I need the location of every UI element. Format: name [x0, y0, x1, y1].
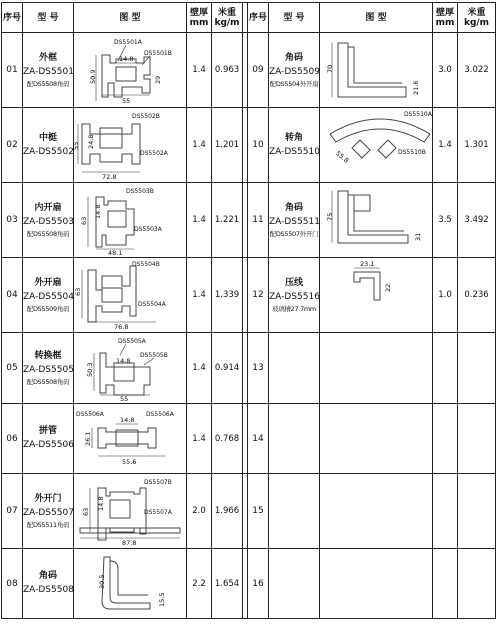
profile-code: ZA-DS5510 [269, 146, 320, 157]
figure-cell [74, 108, 187, 183]
dim-label: 26.1 [84, 431, 92, 446]
dim-label: 15.5 [158, 592, 166, 607]
row-number: 10 [248, 108, 269, 183]
meter-weight: 0.914 [212, 333, 243, 404]
figure-cell [320, 474, 433, 549]
wall-thickness: 3.0 [433, 33, 458, 108]
part-code-label: DS5503B [126, 188, 154, 195]
table-row [2, 33, 496, 108]
profile-note: 配DS5508角码 [26, 229, 70, 238]
meter-weight: 0.768 [212, 404, 243, 474]
row-number: 11 [248, 183, 269, 258]
model-cell [23, 333, 74, 404]
profile-name: 拼管 [38, 426, 57, 436]
figure-cell [320, 258, 433, 333]
table-row [2, 333, 496, 404]
profile-drawing-5511 [320, 185, 433, 255]
model-cell [269, 258, 320, 333]
profile-drawing-5501 [74, 35, 187, 105]
dim-label: 22 [384, 283, 392, 292]
profile-drawing-5504 [74, 260, 187, 330]
wall-thickness [433, 333, 458, 404]
model-cell [23, 183, 74, 258]
meter-weight: 3.022 [458, 33, 496, 108]
meter-weight [458, 474, 496, 549]
meter-weight: 1.201 [212, 108, 243, 183]
wall-thickness [433, 404, 458, 474]
figure-cell [320, 549, 433, 619]
profile-note: 玻璃槽27.7mm [272, 304, 316, 313]
meter-weight: 1.301 [458, 108, 496, 183]
row-number: 07 [2, 474, 23, 549]
profile-drawing-5506 [74, 406, 187, 472]
model-cell [269, 549, 320, 619]
profile-name: 外开扇 [34, 277, 62, 288]
wall-thickness [433, 549, 458, 619]
profile-drawing-5508 [74, 551, 187, 617]
profile-code: ZA-DS5508 [23, 585, 74, 595]
dim-label: 50.3 [86, 362, 94, 377]
profile-note: 配DS5507外开门 [269, 229, 319, 238]
dim-label: 23.1 [360, 260, 375, 268]
header-no: 序号 [2, 3, 23, 33]
profile-drawing-5502 [74, 110, 187, 180]
header-model-right: 型 号 [269, 3, 320, 33]
figure-cell [320, 108, 433, 183]
wall-thickness: 1.4 [187, 333, 212, 404]
row-number: 09 [248, 33, 269, 108]
table-row [2, 549, 496, 619]
wall-thickness: 1.4 [433, 108, 458, 183]
model-cell [23, 108, 74, 183]
figure-cell [74, 33, 187, 108]
part-code-label: DS5502B [132, 113, 160, 120]
wall-thickness: 1.4 [187, 108, 212, 183]
profile-name: 中梃 [38, 132, 57, 143]
profile-note: 配DS5504外开扇 [269, 79, 319, 88]
header-weight-text: 米重 kg/m [214, 7, 240, 28]
profile-code: ZA-DS5509 [269, 66, 320, 77]
dim-label: 76.8 [114, 323, 129, 331]
dim-label: 75 [326, 212, 334, 221]
part-code-label: DS5502A [140, 150, 168, 157]
row-number: 02 [2, 108, 23, 183]
profile-name: 压线 [284, 277, 303, 288]
header-weight-right [458, 3, 496, 33]
profile-code: ZA-DS5504 [23, 291, 74, 302]
part-code-label: DS5501A [114, 39, 142, 46]
figure-cell [74, 333, 187, 404]
dim-label: 24.8 [87, 134, 95, 149]
row-number: 01 [2, 33, 23, 108]
wall-thickness: 2.0 [187, 474, 212, 549]
profile-name: 转换框 [34, 350, 62, 361]
dim-label: 63 [74, 287, 82, 296]
row-number: 05 [2, 333, 23, 404]
dim-label: 30.5 [98, 574, 106, 589]
model-cell [269, 333, 320, 404]
part-code-label: DS5507B [144, 479, 172, 486]
dim-label: 14.8 [119, 55, 134, 63]
profile-name: 外开门 [34, 493, 62, 504]
dim-label: 87.8 [122, 539, 137, 547]
part-code-label: DS5510B [398, 149, 426, 156]
table-row [2, 108, 496, 183]
profile-note: 配DS5509角码 [26, 304, 70, 313]
header-weight [212, 3, 243, 33]
header-model: 型 号 [23, 3, 74, 33]
profile-name: 角码 [38, 571, 57, 581]
part-code-label: DS5504B [132, 261, 160, 268]
header-figure-right: 图 型 [320, 3, 433, 33]
dim-label: 55 [120, 395, 129, 403]
row-number: 06 [2, 404, 23, 474]
meter-weight [458, 549, 496, 619]
row-number: 14 [248, 404, 269, 474]
part-code-label: DS5505A [118, 338, 146, 345]
model-cell [269, 183, 320, 258]
model-cell [269, 474, 320, 549]
row-number: 16 [248, 549, 269, 619]
wall-thickness: 1.4 [187, 258, 212, 333]
dim-label: 31 [414, 232, 422, 241]
meter-weight [458, 333, 496, 404]
profile-drawing-5509 [320, 35, 433, 105]
row-number: 15 [248, 474, 269, 549]
part-code-label: DS5503A [134, 226, 162, 233]
dim-label: 63 [80, 216, 88, 225]
dim-label: 72.8 [102, 173, 117, 181]
table-row [2, 258, 496, 333]
model-cell [23, 33, 74, 108]
profile-code: ZA-DS5501 [23, 66, 74, 77]
profile-name: 内开扇 [34, 202, 62, 213]
profile-note: 配DS5508角码 [26, 79, 70, 88]
header-thickness [187, 3, 212, 33]
wall-thickness: 1.4 [187, 33, 212, 108]
table-row [2, 183, 496, 258]
header-thickness-text-right: 壁厚 mm [435, 7, 455, 28]
profile-code: ZA-DS5502 [23, 146, 74, 157]
profile-drawing-5503 [74, 185, 187, 255]
profile-code: ZA-DS5511 [269, 216, 320, 227]
dim-label: 55 [122, 97, 131, 105]
figure-cell [74, 404, 187, 474]
meter-weight: 1.221 [212, 183, 243, 258]
row-number: 12 [248, 258, 269, 333]
figure-cell [320, 33, 433, 108]
header-thickness-right [433, 3, 458, 33]
header-weight-text-right: 米重 kg/m [463, 7, 490, 28]
dim-label: 14.8 [116, 357, 131, 365]
model-cell [23, 258, 74, 333]
part-code-label: DS5506A [76, 410, 104, 418]
model-cell [269, 33, 320, 108]
profile-name: 角码 [284, 52, 303, 63]
profile-code: ZA-DS5505 [23, 364, 74, 375]
figure-cell [74, 474, 187, 549]
wall-thickness: 1.0 [433, 258, 458, 333]
profile-name: 外框 [38, 52, 57, 63]
part-code-label: DS5505B [140, 352, 168, 359]
profile-code: ZA-DS5516 [269, 291, 320, 302]
profile-code: ZA-DS5503 [23, 216, 74, 227]
dim-label: 14.8 [94, 204, 102, 219]
part-code-label: DS5506A [146, 410, 174, 418]
model-cell [269, 108, 320, 183]
wall-thickness: 1.4 [187, 183, 212, 258]
wall-thickness: 3.5 [433, 183, 458, 258]
profile-name: 转角 [284, 132, 303, 143]
meter-weight: 1.654 [212, 549, 243, 619]
row-number: 04 [2, 258, 23, 333]
profile-drawing-5516 [320, 260, 433, 330]
profile-code: ZA-DS5506 [23, 440, 74, 450]
header-figure: 图 型 [74, 3, 187, 33]
figure-cell [74, 183, 187, 258]
dim-label: 63 [82, 507, 90, 516]
figure-cell [74, 549, 187, 619]
meter-weight [458, 404, 496, 474]
dim-label: 29 [154, 75, 162, 84]
profile-name: 角码 [284, 202, 303, 213]
model-cell [23, 474, 74, 549]
dim-label: 21.6 [412, 80, 420, 95]
part-code-label: DS5510A [404, 111, 432, 118]
table-row [2, 404, 496, 474]
wall-thickness: 1.4 [187, 404, 212, 474]
meter-weight: 1.966 [212, 474, 243, 549]
header-thickness-text: 壁厚 mm [189, 7, 209, 28]
part-code-label: DS5504A [138, 301, 166, 308]
meter-weight: 0.963 [212, 33, 243, 108]
meter-weight: 0.236 [458, 258, 496, 333]
meter-weight: 1.339 [212, 258, 243, 333]
row-number: 13 [248, 333, 269, 404]
figure-cell [320, 333, 433, 404]
model-cell [269, 404, 320, 474]
part-code-label: DS5501B [144, 50, 172, 57]
header-no-right: 序号 [248, 3, 269, 33]
model-cell [23, 549, 74, 619]
figure-cell [320, 183, 433, 258]
dim-label: 55.6 [122, 457, 137, 466]
profile-drawing-5510 [320, 110, 433, 180]
meter-weight: 3.492 [458, 183, 496, 258]
model-cell [23, 404, 74, 474]
dim-label: 70 [326, 64, 334, 73]
dim-label: 50.9 [89, 69, 97, 84]
profile-catalog-table [1, 2, 496, 619]
dim-label: 55 [72, 141, 80, 150]
profile-note: 配DS5508角码 [26, 377, 70, 386]
profile-note: 配DS5511角码 [26, 520, 70, 529]
table-row [2, 474, 496, 549]
wall-thickness [433, 474, 458, 549]
dim-label: 14.8 [97, 496, 105, 511]
profile-code: ZA-DS5507 [23, 507, 74, 518]
row-number: 08 [2, 549, 23, 619]
dim-label: 55.8 [334, 149, 351, 165]
profile-drawing-5505 [74, 335, 187, 401]
header-row [2, 3, 496, 33]
profile-drawing-5507 [74, 476, 187, 546]
dim-label: 14.8 [120, 415, 135, 424]
wall-thickness: 2.2 [187, 549, 212, 619]
row-number: 03 [2, 183, 23, 258]
figure-cell [320, 404, 433, 474]
figure-cell [74, 258, 187, 333]
dim-label: 48.1 [108, 249, 123, 257]
part-code-label: DS5507A [144, 509, 172, 516]
